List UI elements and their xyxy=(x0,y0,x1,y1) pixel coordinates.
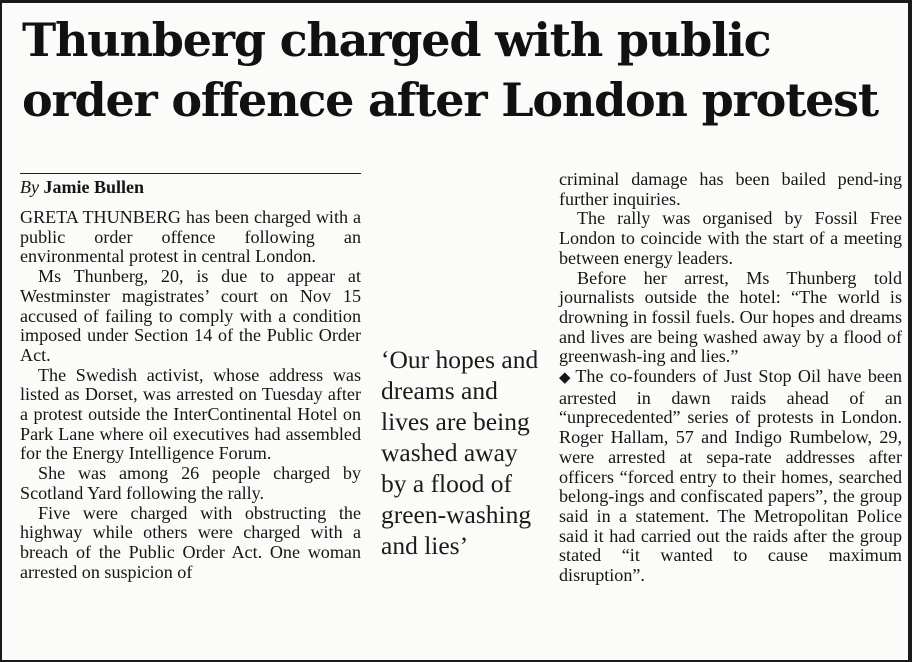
frame-top-border xyxy=(0,0,912,3)
diamond-bullet-icon: ◆ xyxy=(559,370,573,387)
paragraph: Ms Thunberg, 20, is due to appear at Westminster magistrates’ court on Nov 15 accused of failing to comply with a condition imposed under Section 14 of the Public Order Act. xyxy=(20,266,361,365)
paragraph xyxy=(20,208,361,267)
paragraph-text: has been charged with a public order offence following an environmental protest in central London. xyxy=(20,207,361,267)
paragraph-text: The co-founders of Just Stop Oil have been arrested in dawn raids ahead of an “unprecedented” series of protests in London. Roger Hallam, 57 and Indigo Rumbelow, 29, were arrested at sepa-rate addresses after officers “forced entry to their homes, searched belong-ings and confiscated papers”, the group said in a statement. The Metropolitan Police said it had carried out the raids after the group stated “it wanted to cause maximum disruption”. xyxy=(559,366,902,586)
bullet-paragraph xyxy=(559,367,902,586)
paragraph: Before her arrest, Ms Thunberg told journalists outside the hotel: “The world is drowning in fossil fuels. Our hopes and dreams and lives are being washed away by a flood of greenwash-ing and lies.” xyxy=(559,267,902,367)
paragraph: The rally was organised by Fossil Free London to coincide with the start of a meeting between energy leaders. xyxy=(559,208,902,268)
paragraph: The Swedish activist, whose address was listed as Dorset, was arrested on Tuesday after a protest outside the InterContinental Hotel on Park Lane where oil executives had assembled for the Energy Intelligence Forum. xyxy=(20,364,361,464)
article-column-1 xyxy=(20,208,361,582)
byline-rule xyxy=(20,173,361,174)
paragraph: criminal damage has been bailed pend-ing further inquiries. xyxy=(559,169,902,209)
byline xyxy=(20,176,144,198)
paragraph: Five were charged with obstructing the highway while others were charged with a breach of the Public Order Act. One woman arrested on suspicion of xyxy=(20,502,361,582)
paragraph: She was among 26 people charged by Scotland Yard following the rally. xyxy=(20,463,361,503)
frame-right-border xyxy=(908,0,912,662)
article-headline: Thunberg charged with public order offence after London protest xyxy=(22,13,878,127)
pull-quote: ‘Our hopes and dreams and lives are being washed away by a flood of green-washing and lies’ xyxy=(381,345,539,560)
frame-left-border xyxy=(0,0,2,662)
byline-prefix: By xyxy=(20,177,39,197)
lead-in: GRETA THUNBERG xyxy=(20,207,181,227)
byline-author: Jamie Bullen xyxy=(43,177,144,197)
article-column-3 xyxy=(559,170,902,586)
